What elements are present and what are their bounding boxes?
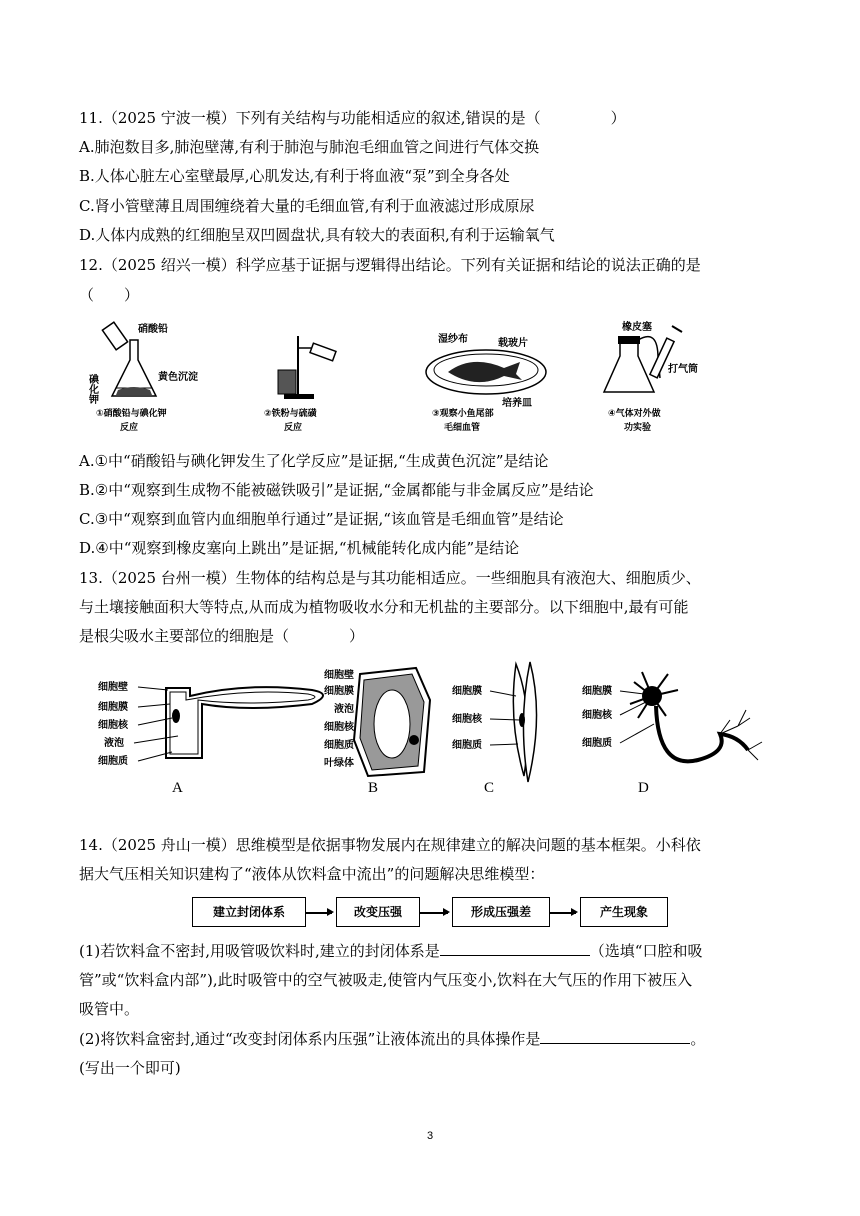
- flow-arrow-1: [306, 912, 332, 914]
- cellA-label-3: 细胞核: [98, 720, 128, 731]
- page-number: 3: [426, 1130, 434, 1142]
- cellC-label-1: 细胞膜: [452, 686, 482, 697]
- cellC-label-2: 细胞核: [452, 714, 482, 725]
- f1-label-3: 黄色沉淀: [158, 372, 198, 383]
- cellC-label-3: 细胞质: [452, 740, 482, 751]
- f4-label-1: 橡皮塞: [622, 322, 652, 333]
- figure-4-flask-pump: [604, 320, 698, 433]
- f4-label-2: 打气筒: [668, 364, 698, 375]
- cellD-label-3: 细胞质: [582, 738, 612, 749]
- cell-letter-a: A: [172, 780, 183, 796]
- answer-blank-1[interactable]: [440, 941, 590, 956]
- cellA-label-1: 细胞壁: [98, 682, 128, 693]
- flow-arrow-2: [420, 912, 448, 914]
- q12-stem-line1: 12.（2025 绍兴一模）科学应基于证据与逻辑得出结论。下列有关证据和结论的说法正确的是: [79, 256, 701, 274]
- cell-letter-b: B: [368, 780, 379, 796]
- f4-caption-1: ④气体对外做: [608, 409, 661, 419]
- q12-option-d: D.④中“观察到橡皮塞向上跳出”是证据,“机械能转化成内能”是结论: [79, 539, 520, 557]
- cell-a-root-hair: [98, 680, 323, 796]
- cellB-label-3: 液泡: [334, 704, 354, 715]
- q11-option-d: D.人体内成熟的红细胞呈双凹圆盘状,具有较大的表面积,有利于运输氧气: [79, 226, 555, 244]
- q14-stem-line2: 据大气压相关知识建构了“液体从饮料盒中流出”的问题解决思维模型：: [79, 865, 545, 883]
- f2-caption-2: 反应: [284, 423, 303, 433]
- cell-d-neuron: [582, 672, 762, 796]
- q14-part1-line3: 吸管中。: [79, 1000, 140, 1018]
- cellB-label-2: 细胞膜: [324, 686, 354, 697]
- q13-stem-line3: 是根尖吸水主要部位的细胞是（ ）: [79, 627, 365, 645]
- q12-option-b: B.②中“观察到生成物不能被磁铁吸引”是证据,“金属都能与非金属反应”是结论: [79, 481, 594, 499]
- cellA-label-4: 液泡: [104, 738, 124, 749]
- cell-b-leaf: [324, 668, 430, 796]
- f1-label-1: 硝酸铅: [138, 324, 168, 335]
- q14-stem-line1: 14.（2025 舟山一模）思维模型是依据事物发展内在规律建立的解决问题的基本框架。小科依: [79, 836, 701, 854]
- q14-part1-line1: (1)若饮料盒不密封,用吸管吸饮料时,建立的封闭体系是 （选填“口腔和吸: [79, 942, 703, 960]
- flow-step-1: 建立封闭体系: [192, 897, 306, 927]
- cellB-label-4: 细胞核: [324, 722, 354, 733]
- flow-arrow-3: [550, 912, 576, 914]
- cell-letter-c: C: [484, 780, 495, 796]
- q12-option-a: A.①中“硝酸铅与碘化钾发生了化学反应”是证据,“生成黄色沉淀”是结论: [79, 452, 549, 470]
- f3-caption-1: ③观察小鱼尾部: [432, 409, 494, 419]
- figure-1-reaction-flask: [87, 322, 199, 433]
- cellA-label-5: 细胞质: [98, 756, 128, 767]
- q11-option-a: A.肺泡数目多,肺泡壁薄,有利于肺泡与肺泡毛细血管之间进行气体交换: [79, 138, 540, 156]
- f4-caption-2: 功实验: [624, 423, 652, 433]
- cellD-label-2: 细胞核: [582, 710, 612, 721]
- q14-part1-line2: 管”或“饮料盒内部”),此时吸管中的空气被吸走,使管内气压变小,饮料在大气压的作用下被压入: [79, 971, 693, 989]
- q11-option-b: B.人体心脏左心室壁最厚,心肌发达,有利于将血液“泵”到全身各处: [79, 167, 510, 185]
- q13-stem-line2: 与土壤接触面积大等特点,从而成为植物吸收水分和无机盐的主要部分。以下细胞中,最有可能: [79, 598, 689, 616]
- cellB-label-1: 细胞壁: [324, 670, 354, 681]
- cellD-label-1: 细胞膜: [582, 686, 612, 697]
- f1-caption-1: ①硝酸铅与碘化钾: [96, 409, 167, 419]
- q11-option-c: C.肾小管壁薄且周围缠绕着大量的毛细血管,有利于血液滤过形成原尿: [79, 197, 535, 215]
- q13-stem-line1: 13.（2025 台州一模）生物体的结构总是与其功能相适应。一些细胞具有液泡大、细胞质少、: [79, 569, 701, 587]
- q12-stem-line2: （ ）: [79, 286, 140, 304]
- q14-part2-line2: (写出一个即可): [79, 1059, 181, 1077]
- q13-cell-figures: [98, 660, 768, 800]
- f3-label-1: 湿纱布: [438, 334, 468, 345]
- f1-label-2: 碘化钾: [86, 374, 98, 404]
- cell-letter-d: D: [638, 780, 649, 796]
- cellA-label-2: 细胞膜: [98, 702, 128, 713]
- f3-label-3: 培养皿: [502, 398, 532, 409]
- q12-option-c: C.③中“观察到血管内血细胞单行通过”是证据,“该血管是毛细血管”是结论: [79, 510, 564, 528]
- f3-caption-2: 毛细血管: [444, 423, 481, 433]
- q12-figures: [86, 318, 732, 436]
- f2-caption-1: ②铁粉与硫磺: [264, 409, 317, 419]
- answer-blank-2[interactable]: [540, 1029, 690, 1044]
- flow-step-3: 形成压强差: [452, 897, 550, 927]
- q14-part2-line1: (2)将饮料盒密封,通过“改变封闭体系内压强”让液体流出的具体操作是 。: [79, 1030, 706, 1048]
- f1-caption-2: 反应: [120, 423, 139, 433]
- cellB-label-6: 叶绿体: [324, 758, 354, 769]
- f3-label-2: 载玻片: [498, 338, 528, 349]
- cellB-label-5: 细胞质: [324, 740, 354, 751]
- cell-c-muscle: [452, 662, 537, 796]
- flow-step-2: 改变压强: [336, 897, 420, 927]
- figure-2-iron-sulfur-stand: [264, 336, 336, 433]
- flow-step-4: 产生现象: [580, 897, 668, 927]
- q11-stem: 11.（2025 宁波一模）下列有关结构与功能相适应的叙述,错误的是（ ）: [79, 109, 626, 127]
- figure-3-fish-petri-dish: [426, 332, 546, 433]
